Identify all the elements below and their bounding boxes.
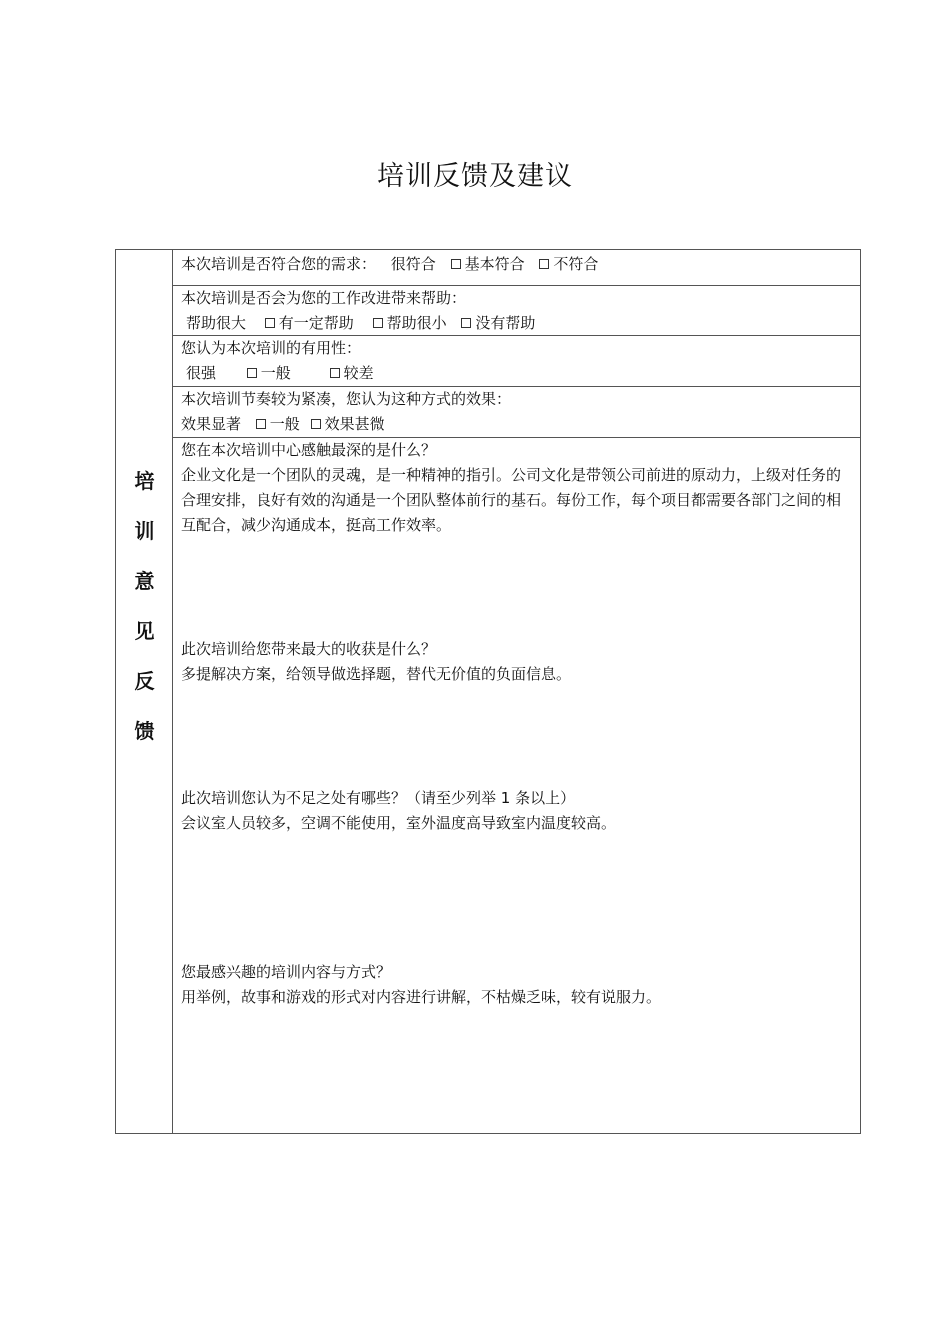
- option-great-help[interactable]: 帮助很大: [186, 314, 247, 332]
- checkbox-icon: [247, 368, 257, 378]
- question-interest: [181, 960, 860, 1010]
- option-minimal[interactable]: 效果甚微: [311, 412, 385, 437]
- question-text: 此次培训您认为不足之处有哪些？（请至少列举 1 条以上）: [181, 789, 576, 807]
- side-label-char: 意: [134, 569, 155, 593]
- side-label-char: 见: [134, 619, 155, 643]
- side-label-char: 馈: [134, 719, 155, 743]
- option-some-help[interactable]: 有一定帮助: [265, 311, 354, 336]
- question-text: 此次培训给您带来最大的收获是什么？: [181, 640, 437, 658]
- page-title: 培训反馈及建议: [377, 161, 573, 192]
- checkbox-icon: [539, 259, 549, 269]
- question-deepest-impression: [181, 438, 860, 538]
- option-poor[interactable]: 较差: [330, 361, 374, 386]
- question-text: 本次培训节奏较为紧凑，您认为这种方式的效果：: [181, 390, 512, 408]
- side-label-char: 反: [134, 669, 155, 693]
- question-biggest-gain: [181, 637, 860, 687]
- option-little-help[interactable]: 帮助很小: [373, 311, 447, 336]
- option-no-help[interactable]: 没有帮助: [461, 311, 535, 336]
- checkbox-icon: [461, 318, 471, 328]
- option-basic-fit[interactable]: 基本符合: [451, 252, 525, 277]
- side-label: [116, 456, 173, 756]
- open-questions: [173, 438, 860, 1133]
- answer-text: 多提解决方案，给领导做选择题，替代无价值的负面信息。: [181, 665, 572, 683]
- option-strong[interactable]: 很强: [186, 364, 217, 382]
- feedback-form: [115, 249, 861, 1134]
- checkbox-icon: [451, 259, 461, 269]
- option-significant[interactable]: 效果显著: [181, 415, 242, 433]
- question-work-help: [173, 286, 860, 336]
- answer-text: 企业文化是一个团队的灵魂，是一种精神的指引。公司文化是带领公司前进的原动力，上级对任务的合理安排，良好有效的沟通是一个团队整体前行的基石。每份工作，每个项目都需要各部门之间的相互配合，减少沟通成本，挺高工作效率。: [181, 466, 842, 534]
- checkbox-icon: [256, 419, 266, 429]
- option-not-fit[interactable]: 不符合: [539, 252, 598, 277]
- side-label-char: 培: [134, 469, 155, 493]
- checkbox-icon: [265, 318, 275, 328]
- question-usefulness: [173, 336, 860, 387]
- option-very-fit[interactable]: 很符合: [390, 255, 436, 273]
- question-text: 您在本次培训中心感触最深的是什么？: [181, 441, 437, 459]
- question-pace-effect: [173, 387, 860, 438]
- checkbox-icon: [330, 368, 340, 378]
- question-text: 您认为本次培训的有用性：: [181, 339, 362, 357]
- checkbox-icon: [373, 318, 383, 328]
- option-average[interactable]: 一般: [247, 361, 291, 386]
- question-text: 本次培训是否会为您的工作改进带来帮助：: [181, 289, 467, 307]
- option-average-effect[interactable]: 一般: [256, 412, 300, 437]
- question-needs-fit: [173, 250, 860, 286]
- question-shortcomings: [181, 786, 860, 836]
- question-text: 您最感兴趣的培训内容与方式？: [181, 963, 392, 981]
- side-label-column: [116, 250, 173, 1133]
- side-label-char: 训: [134, 519, 155, 543]
- answer-text: 用举例，故事和游戏的形式对内容进行讲解，不枯燥乏味，较有说服力。: [181, 988, 662, 1006]
- checkbox-icon: [311, 419, 321, 429]
- question-text: 本次培训是否符合您的需求：: [181, 255, 377, 273]
- answer-text: 会议室人员较多，空调不能使用，室外温度高导致室内温度较高。: [181, 814, 617, 832]
